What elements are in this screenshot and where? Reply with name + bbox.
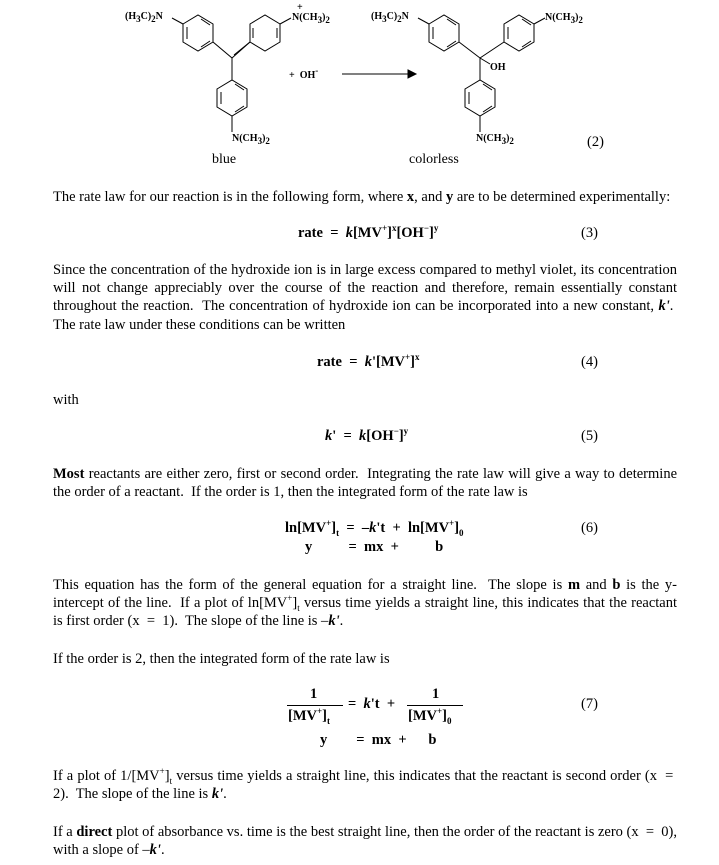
paragraph-second-order: If a plot of $1/[MV^+]_t$ versus time yields a straight line, this indicates that the reactant is second order (x = 2). The slope of the line is k'.	[53, 766, 677, 803]
paragraph-rate-law: The rate law for our reaction is in the following form, where x, and y are to be determined experimentally:	[53, 189, 671, 205]
eq4-number: (4)	[581, 354, 598, 370]
paragraph-zero-order: If a direct plot of absorbance vs. time is the best straight line, then the order of the reactant is zero (x = 0), with a slope of –k'.	[53, 824, 678, 859]
right-amine-2: $N(CH_3)_2$	[545, 12, 583, 25]
eq7-denominator-1: $[MV^+]_t$	[288, 706, 330, 726]
reaction-scheme	[0, 0, 719, 150]
paragraph-excess-hydroxide: Since the concentration of the hydroxide ion is in large excess compared to methyl violet, its concentration will not change appreciably over the course of the reaction and therefore, remain essentially constant throughout the reaction. The concentration of hydroxide ion can be incorporated into a new constant, k'. The rate law under these conditions can be written	[53, 262, 677, 333]
equation-5: $k' = k[OH^-]^y$	[325, 426, 409, 444]
left-ring-2	[250, 15, 280, 51]
right-amine-1: $(H_3C)_2N$	[371, 11, 409, 24]
hydroxyl-group: OH	[490, 62, 506, 73]
equation-7-labels: y = mx + b	[320, 732, 437, 748]
eq7-fraction-bar-2	[407, 705, 463, 706]
left-amine-2: $N(CH_3)_2$	[292, 12, 330, 25]
left-amine-1: $(H_3C)_2N$	[125, 11, 163, 24]
eq6-number: (6)	[581, 520, 598, 536]
eq7-middle: = k't +	[348, 696, 396, 712]
label-colorless: colorless	[409, 152, 459, 167]
paragraph-second-order-intro: If the order is 2, then the integrated form of the rate law is	[53, 651, 390, 667]
paragraph-first-order: This equation has the form of the general equation for a straight line. The slope is m and b is the y-intercept of the line. If a plot of $\ln[MV^+]_t$ versus time yields a straight line, this indicates that the reactant is first order (x = 1). The slope of the line is –k'.	[53, 577, 678, 630]
cation-charge: +	[297, 2, 303, 13]
equation-6: $\ln[MV^+]_t = -k't + \ln[MV^+]_0$	[285, 518, 464, 538]
eq7-denominator-2: $[MV^+]_0$	[408, 706, 452, 726]
eq7-number: (7)	[581, 696, 598, 712]
equation-4: rate = $k'[MV^+]^x$	[317, 352, 420, 370]
eq7-numerator-2: 1	[432, 686, 440, 702]
paragraph-orders: Most reactants are either zero, first or second order. Integrating the rate law will give a way to determine the order of a reactant. If the order is 1, then the integrated form of the rate law is	[53, 466, 677, 501]
eq2-number: (2)	[587, 134, 604, 150]
eq7-numerator-1: 1	[310, 686, 318, 702]
text-with: with	[53, 392, 79, 408]
equation-6-labels: y = mx + b	[305, 539, 444, 555]
right-amine-3: $N(CH_3)_2$	[476, 133, 514, 146]
left-amine-3: $N(CH_3)_2$	[232, 133, 270, 146]
eq3-number: (3)	[581, 225, 598, 241]
eq7-fraction-bar-1	[287, 705, 343, 706]
eq5-number: (5)	[581, 428, 598, 444]
hydroxide-reagent: + OH-	[289, 65, 319, 81]
label-blue: blue	[212, 152, 237, 167]
equation-3: rate = $k[MV^+]^x[OH^-]^y$	[298, 223, 439, 241]
